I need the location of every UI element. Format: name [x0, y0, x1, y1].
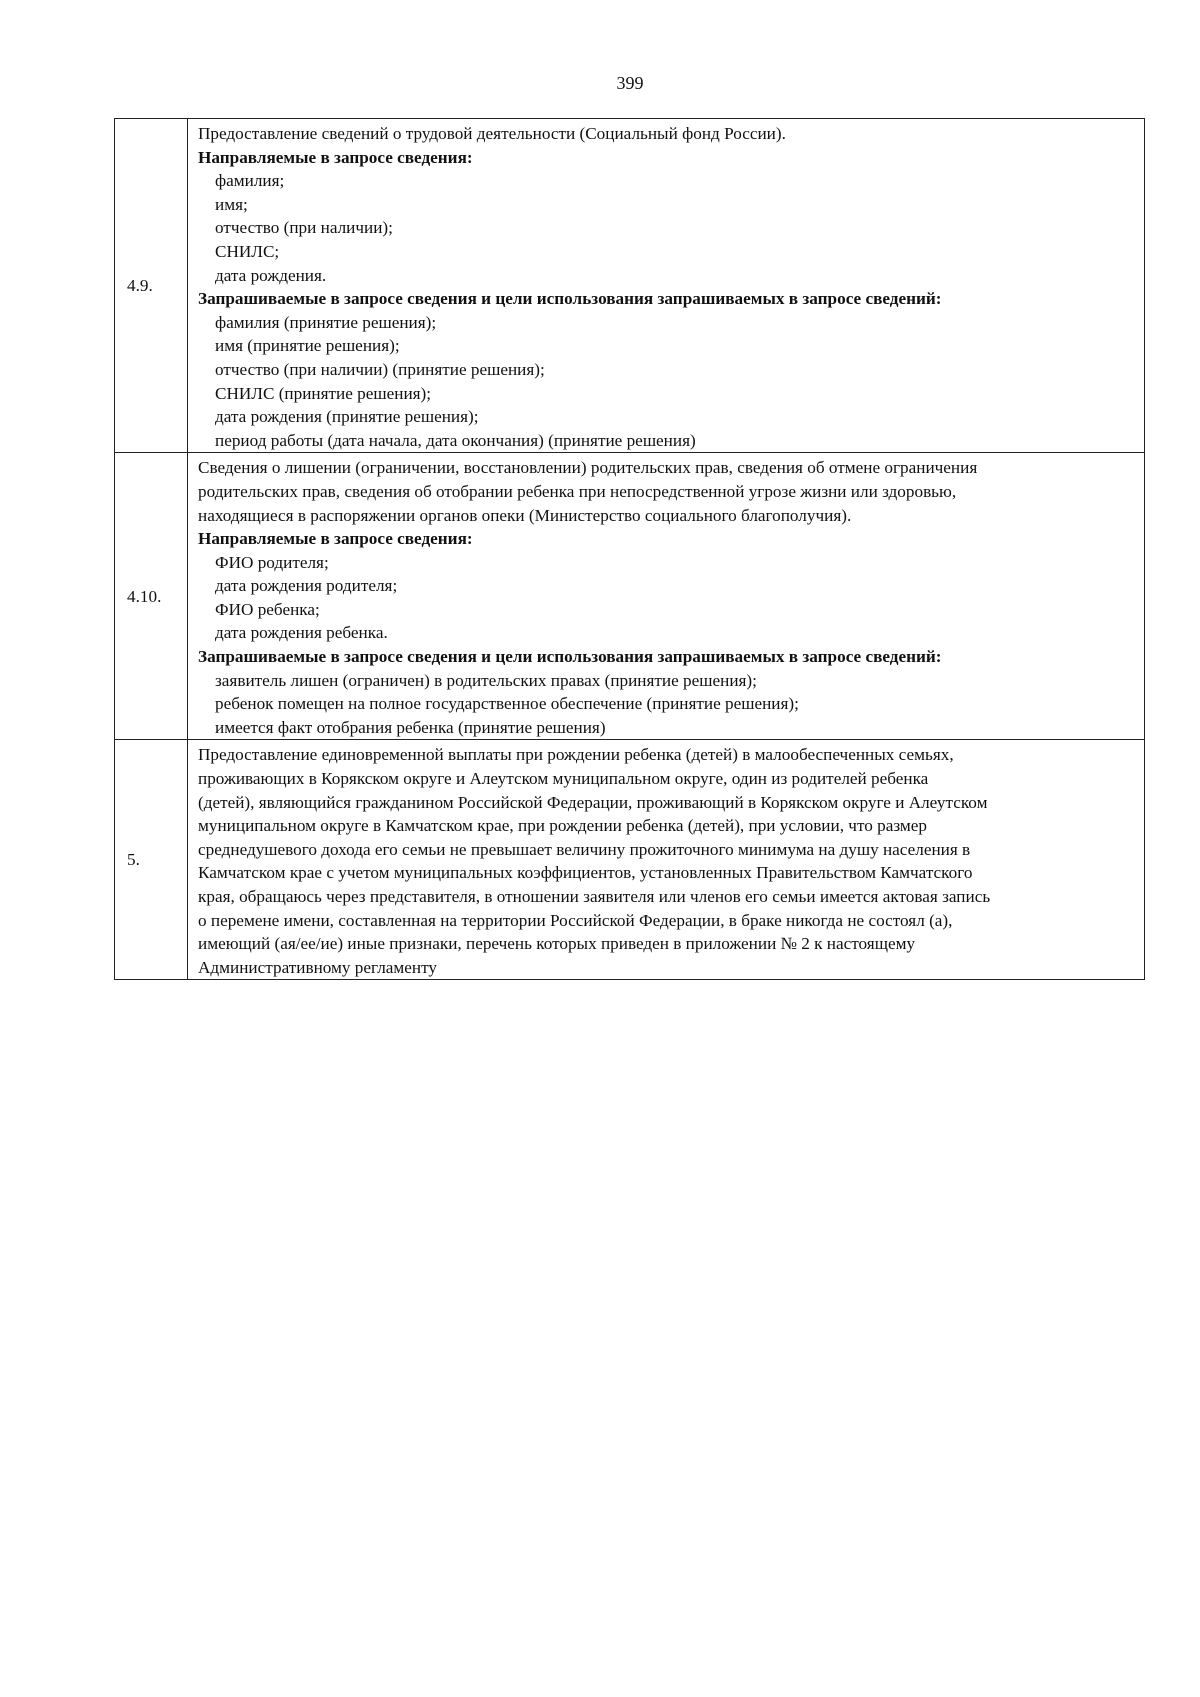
requested-item: заявитель лишен (ограничен) в родительских правах (принятие решения);: [215, 670, 757, 690]
requested-item: отчество (при наличии) (принятие решения);: [215, 359, 545, 379]
row-text-line: Предоставление единовременной выплаты при рождении ребенка (детей) в малообеспеченных семьях,: [198, 745, 954, 765]
row-number: 5.: [127, 850, 140, 870]
table-row: [115, 740, 1145, 980]
table-row: [115, 119, 1145, 453]
row-intro-line: находящиеся в распоряжении органов опеки (Министерство социального благополучия).: [198, 505, 852, 525]
sent-item: ФИО ребенка;: [215, 599, 320, 619]
row-intro-line: Предоставление сведений о трудовой деятельности (Социальный фонд России).: [198, 124, 786, 143]
row-text-line: (детей), являющийся гражданином Российской Федерации, проживающий в Корякском округе и Алеутском: [198, 792, 988, 812]
row-content-cell: [188, 119, 1145, 453]
table-row: [115, 453, 1145, 740]
row-text-line: о перемене имени, составленная на территории Российской Федерации, в браке никогда не состоял (а),: [198, 910, 953, 930]
requested-item: дата рождения (принятие решения);: [215, 407, 479, 427]
row-intro-line: Сведения о лишении (ограничении, восстановлении) родительских прав, сведения об отмене ограничения: [198, 458, 978, 478]
requested-item: имеется факт отобрания ребенка (принятие решения): [215, 717, 606, 737]
sent-item: отчество (при наличии);: [215, 218, 393, 238]
row-text-line: Административному регламенту: [198, 957, 437, 977]
page-number: 399: [616, 73, 644, 93]
row-text-line: проживающих в Корякском округе и Алеутском муниципальном округе, один из родителей ребенка: [198, 769, 929, 789]
requested-heading: Запрашиваемые в запросе сведения и цели использования запрашиваемых в запросе сведений:: [198, 289, 942, 309]
sent-item: СНИЛС;: [215, 241, 280, 261]
sent-item: ФИО родителя;: [215, 552, 329, 572]
requested-item: фамилия (принятие решения);: [215, 312, 437, 332]
sent-item: фамилия;: [215, 171, 285, 191]
sent-heading: Направляемые в запросе сведения:: [198, 147, 473, 167]
requested-item: СНИЛС (принятие решения);: [215, 383, 432, 403]
sent-item: дата рождения.: [215, 265, 327, 285]
row-text-line: среднедушевого дохода его семьи не превышает величину прожиточного минимума на душу населения в: [198, 839, 971, 859]
row-text-line: края, обращаюсь через представителя, в отношении заявителя или членов его семьи имеется актовая запись: [198, 887, 991, 906]
row-content-cell: [188, 740, 1145, 980]
sent-heading: Направляемые в запросе сведения:: [198, 529, 473, 549]
requested-item: ребенок помещен на полное государственное обеспечение (принятие решения);: [215, 694, 799, 714]
sent-item: дата рождения родителя;: [215, 576, 398, 596]
row-text-line: Камчатском крае с учетом муниципальных коэффициентов, установленных Правительством Камчатского: [198, 863, 973, 883]
services-table: [114, 118, 1145, 980]
row-text-line: муниципальном округе в Камчатском крае, при рождении ребенка (детей), при условии, что размер: [198, 816, 927, 836]
row-number-cell: [115, 453, 188, 740]
row-intro-line: родительских прав, сведения об отобрании ребенка при непосредственной угрозе жизни или здоровью,: [198, 481, 957, 501]
requested-heading: Запрашиваемые в запросе сведения и цели использования запрашиваемых в запросе сведений:: [198, 647, 942, 667]
sent-item: имя;: [215, 194, 248, 214]
row-content-cell: [188, 453, 1145, 740]
row-number: 4.9.: [127, 275, 153, 295]
requested-item: имя (принятие решения);: [215, 336, 400, 356]
row-number-cell: [115, 119, 188, 453]
row-text-line: имеющий (ая/ее/ие) иные признаки, перечень которых приведен в приложении № 2 к настоящему: [198, 934, 916, 954]
requested-item: период работы (дата начала, дата окончания) (принятие решения): [215, 430, 696, 450]
sent-item: дата рождения ребенка.: [215, 623, 388, 643]
row-number: 4.10.: [127, 586, 162, 606]
row-number-cell: [115, 740, 188, 980]
